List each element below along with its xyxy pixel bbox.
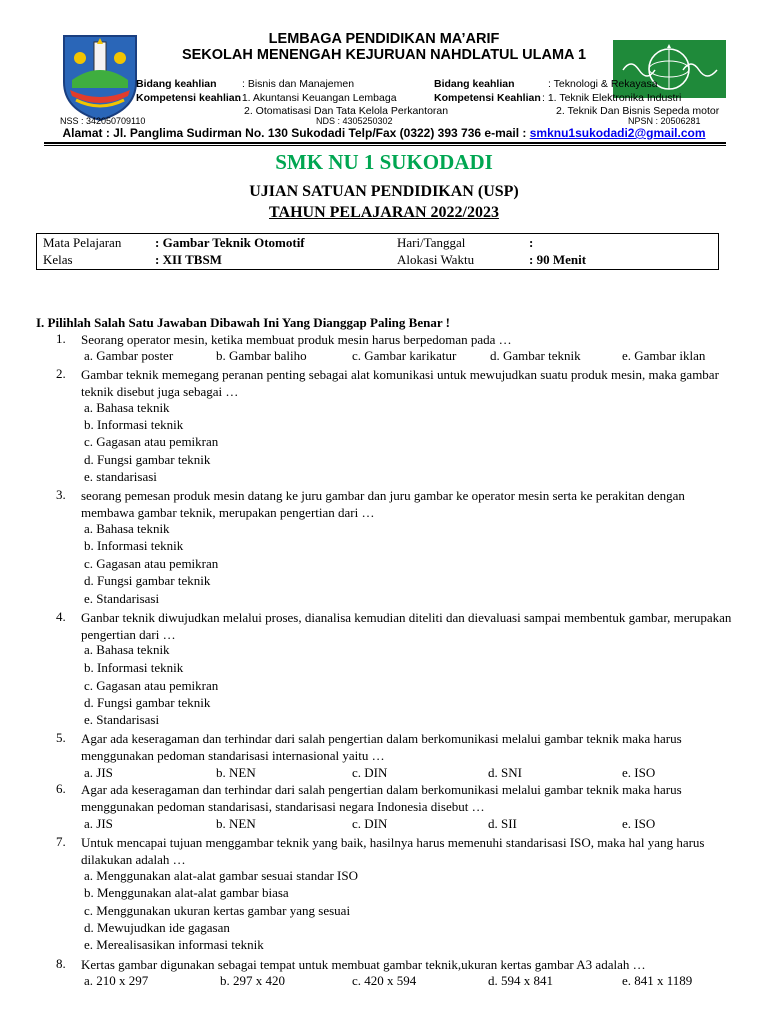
option-d[interactable]: d. Mewujudkan ide gagasan — [84, 920, 230, 935]
npsn-number: NPSN : 20506281 — [628, 116, 701, 126]
class-value: : XII TBSM — [155, 252, 222, 267]
class-label: Kelas — [43, 252, 73, 267]
option-b[interactable]: b. Gambar baliho — [216, 348, 307, 363]
bidang-label-right: Bidang keahlian — [434, 78, 515, 90]
option-d[interactable]: d. SII — [488, 816, 517, 831]
question-number: 4. — [56, 609, 66, 624]
option-e[interactable]: e. Standarisasi — [84, 712, 160, 727]
option-d[interactable]: d. Fungsi gambar teknik — [84, 573, 211, 588]
subject-value: : Gambar Teknik Otomotif — [155, 235, 305, 250]
bidang-value-left: : Bisnis dan Manajemen — [242, 78, 355, 90]
option-b[interactable]: b. Informasi teknik — [84, 538, 184, 553]
option-e[interactable]: e. ISO — [622, 765, 656, 780]
email-link[interactable]: smknu1sukodadi2@gmail.com — [529, 126, 706, 140]
option-a[interactable]: a. JIS — [84, 816, 113, 831]
question-number: 6. — [56, 781, 66, 796]
kompetensi-value-right-2: 2. Teknik Dan Bisnis Sepeda motor — [556, 105, 720, 117]
option-b[interactable]: b. Informasi teknik — [84, 417, 184, 432]
option-c[interactable]: c. Gagasan atau pemikran — [84, 434, 219, 449]
kompetensi-label-left: Kompetensi keahlian — [136, 92, 242, 104]
option-e[interactable]: e. standarisasi — [84, 469, 157, 484]
question-text: Agar ada keseragaman dan terhindar dari salah pengertian dalam berkomunikasi melalui gambar teknik maka harus menggunakan pedoman standarisasi internasional yaitu … — [81, 731, 682, 763]
question-number: 8. — [56, 956, 66, 971]
academic-year: TAHUN PELAJARAN 2022/2023 — [269, 204, 499, 221]
option-b[interactable]: b. Informasi teknik — [84, 660, 184, 675]
option-b[interactable]: b. NEN — [216, 765, 256, 780]
subject-label: Mata Pelajaran — [43, 235, 122, 250]
option-a[interactable]: a. Menggunakan alat-alat gambar sesuai standar ISO — [84, 868, 358, 883]
bidang-value-right: : Teknologi & Rekayasa — [548, 78, 658, 90]
date-label: Hari/Tanggal — [397, 235, 466, 250]
address-text: Alamat : Jl. Panglima Sudirman No. 130 Sukodadi Telp/Fax (0322) 393 736 e-mail : — [62, 126, 530, 140]
option-a[interactable]: a. Bahasa teknik — [84, 642, 170, 657]
organization-name: LEMBAGA PENDIDIKAN MA’ARIF — [268, 31, 500, 47]
question-number: 3. — [56, 487, 66, 502]
date-value: : — [529, 235, 534, 250]
option-c[interactable]: c. 420 x 594 — [352, 973, 417, 988]
option-a[interactable]: a. JIS — [84, 765, 113, 780]
option-b[interactable]: b. NEN — [216, 816, 256, 831]
option-a[interactable]: a. Gambar poster — [84, 348, 174, 363]
question-text: Seorang operator mesin, ketika membuat produk mesin harus berpedoman pada … — [81, 332, 512, 347]
option-e[interactable]: e. ISO — [622, 816, 656, 831]
option-e[interactable]: e. 841 x 1189 — [622, 973, 693, 988]
question-text: Gambar teknik memegang peranan penting sebagai alat komunikasi untuk mewujudkan suatu produk mesin, maka gambar teknik disebut juga sebagai … — [81, 367, 719, 399]
option-b[interactable]: b. 297 x 420 — [220, 973, 285, 988]
option-d[interactable]: d. SNI — [488, 765, 522, 780]
option-e[interactable]: e. Merealisasikan informasi teknik — [84, 937, 264, 952]
option-b[interactable]: b. Menggunakan alat-alat gambar biasa — [84, 885, 289, 900]
instruction-heading: I. Pilihlah Salah Satu Jawaban Dibawah Ini Yang Dianggap Paling Benar ! — [36, 315, 450, 330]
option-e[interactable]: e. Standarisasi — [84, 591, 160, 606]
question-text: seorang pemesan produk mesin datang ke juru gambar dan juru gambar ke operator mesin serta ke perakitan dengan membawa gambar teknik, merupakan pengertian dari … — [81, 488, 685, 520]
duration-value: : 90 Menit — [529, 252, 587, 267]
nss-number: NSS : 342050709110 — [60, 116, 146, 126]
question-number: 2. — [56, 366, 66, 381]
school-title: SMK NU 1 SUKODADI — [275, 150, 493, 174]
nds-number: NDS : 4305250302 — [316, 116, 393, 126]
question-number: 1. — [56, 331, 66, 346]
kompetensi-label-right: Kompetensi Keahlian — [434, 92, 541, 104]
option-d[interactable]: d. Fungsi gambar teknik — [84, 452, 211, 467]
kompetensi-value-left-2: 2. Otomatisasi Dan Tata Kelola Perkantoran — [244, 105, 449, 117]
bidang-label-left: Bidang keahlian — [136, 78, 217, 90]
option-c[interactable]: c. Menggunakan ukuran kertas gambar yang sesuai — [84, 903, 351, 918]
option-a[interactable]: a. Bahasa teknik — [84, 400, 170, 415]
exam-info-box — [36, 233, 719, 270]
kompetensi-value-right-1: : 1. Teknik Elektronika Industri — [542, 92, 682, 104]
option-d[interactable]: d. 594 x 841 — [488, 973, 553, 988]
question-number: 7. — [56, 834, 66, 849]
header-divider-thick — [44, 142, 726, 144]
question-text: Agar ada keseragaman dan terhindar dari salah pengertian dalam berkomunikasi melalui gambar teknik maka harus menggunakan pedoman standarisasi, standarisasi negara Indonesia disebut … — [81, 782, 682, 814]
option-a[interactable]: a. Bahasa teknik — [84, 521, 170, 536]
option-c[interactable]: c. Gambar karikatur — [352, 348, 457, 363]
question-text: Untuk mencapai tujuan menggambar teknik yang baik, hasilnya harus memenuhi standarisasi ISO, maka hal yang harus dilakukan adalah … — [81, 835, 705, 867]
option-a[interactable]: a. 210 x 297 — [84, 973, 149, 988]
header-divider-thin — [44, 145, 726, 146]
duration-label: Alokasi Waktu — [397, 252, 475, 267]
school-full-name: SEKOLAH MENENGAH KEJURUAN NAHDLATUL ULAMA 1 — [181, 47, 587, 63]
option-c[interactable]: c. Gagasan atau pemikran — [84, 678, 219, 693]
question-number: 5. — [56, 730, 66, 745]
question-text: Ganbar teknik diwujudkan melalui proses, dianalisa kemudian diteliti dan dievaluasi sampai membentuk gambar, merupakan pengertian dari … — [81, 610, 732, 642]
option-c[interactable]: c. DIN — [352, 816, 388, 831]
option-d[interactable]: d. Fungsi gambar teknik — [84, 695, 211, 710]
question-text: Kertas gambar digunakan sebagai tempat untuk membuat gambar teknik,ukuran kertas gambar A3 adalah … — [81, 957, 646, 972]
exam-title: UJIAN SATUAN PENDIDIKAN (USP) — [249, 183, 519, 200]
school-address — [0, 126, 768, 140]
option-c[interactable]: c. DIN — [352, 765, 388, 780]
option-d[interactable]: d. Gambar teknik — [490, 348, 581, 363]
option-e[interactable]: e. Gambar iklan — [622, 348, 706, 363]
kompetensi-value-left-1: : 1. Akuntansi Keuangan Lembaga — [236, 92, 397, 104]
option-c[interactable]: c. Gagasan atau pemikran — [84, 556, 219, 571]
